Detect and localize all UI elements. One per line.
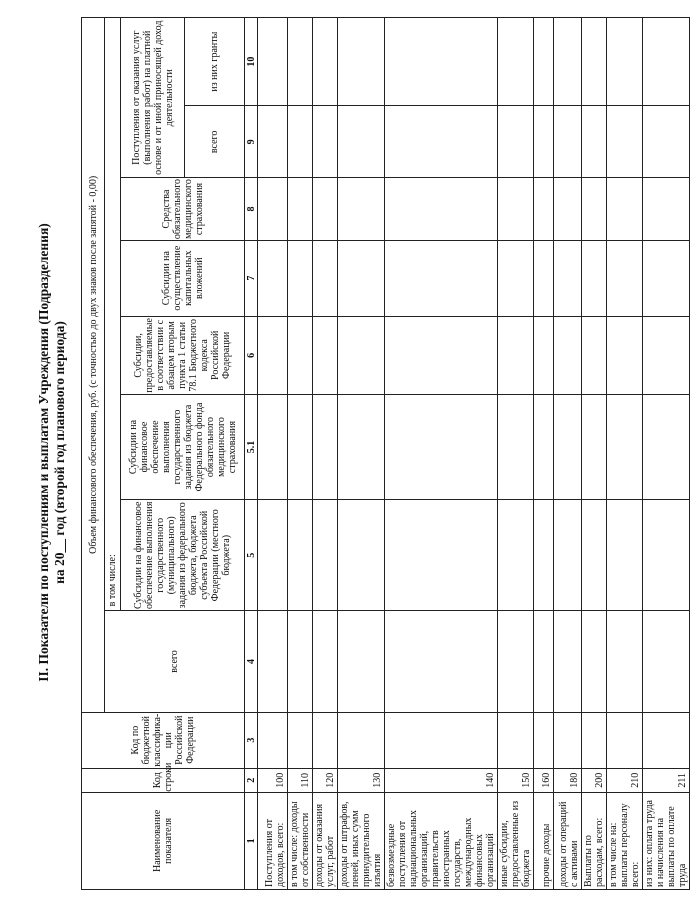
data-cell[interactable]	[607, 500, 643, 611]
row-name: иные субсидии, предоставленные из бюджета	[498, 792, 534, 889]
data-cell[interactable]	[582, 178, 607, 240]
data-cell[interactable]	[534, 240, 554, 316]
data-cell[interactable]	[258, 611, 288, 712]
data-cell[interactable]	[554, 106, 582, 178]
row-name: доходы от операций с активами	[554, 792, 582, 889]
data-cell[interactable]	[258, 240, 288, 316]
data-cell[interactable]	[554, 611, 582, 712]
row-code: 150	[498, 768, 534, 792]
header-volume: Объем финансового обеспечения, руб. (с точностью до двух знаков после запятой - 0,00)	[82, 18, 105, 713]
table-row	[498, 18, 534, 890]
data-cell[interactable]	[338, 18, 385, 106]
data-cell[interactable]	[288, 316, 313, 394]
column-number: 10	[245, 18, 258, 106]
data-cell[interactable]	[582, 106, 607, 178]
table-row	[385, 18, 498, 890]
header-subsidy-fss: Субсидии на финансовое обеспечение выполнения государственного задания из бюджета Федерального фонда обязательного медицинского страхования	[121, 394, 245, 499]
header-budget-code: Код по бюджетной классифика-ции Российской Федерации	[82, 712, 245, 768]
data-cell[interactable]	[582, 500, 607, 611]
row-code: 200	[582, 768, 607, 792]
data-cell[interactable]	[554, 178, 582, 240]
data-cell[interactable]	[258, 712, 288, 768]
data-cell[interactable]	[288, 240, 313, 316]
data-cell[interactable]	[258, 394, 288, 499]
data-cell[interactable]	[338, 394, 385, 499]
data-cell[interactable]	[385, 611, 498, 712]
table-row	[288, 18, 313, 890]
table-row	[313, 18, 338, 890]
data-cell[interactable]	[385, 316, 498, 394]
data-cell[interactable]	[534, 18, 554, 106]
data-cell[interactable]	[643, 18, 690, 106]
data-cell[interactable]	[607, 18, 643, 106]
data-cell[interactable]	[554, 18, 582, 106]
data-cell[interactable]	[288, 500, 313, 611]
data-cell[interactable]	[554, 500, 582, 611]
data-cell[interactable]	[258, 500, 288, 611]
row-name: в том числе на: выплаты персоналу всего:	[607, 792, 643, 889]
column-number: 1	[245, 792, 258, 889]
header-name: Наименование показателя	[82, 792, 245, 889]
header-line-code: Код строки	[82, 768, 245, 792]
row-name: прочие доходы	[534, 792, 554, 889]
column-number-row	[245, 18, 258, 890]
data-cell[interactable]	[643, 394, 690, 499]
data-cell[interactable]	[313, 106, 338, 178]
row-name: в том числе: доходы от собственности	[288, 792, 313, 889]
data-cell[interactable]	[534, 106, 554, 178]
data-cell[interactable]	[643, 106, 690, 178]
row-name: доходы от оказания услуг, работ	[313, 792, 338, 889]
data-cell[interactable]	[498, 712, 534, 768]
header-total: всего	[105, 611, 245, 712]
row-code: 100	[258, 768, 288, 792]
data-cell[interactable]	[498, 316, 534, 394]
table-row	[554, 18, 582, 890]
column-number: 7	[245, 240, 258, 316]
data-cell[interactable]	[607, 316, 643, 394]
row-code: 140	[385, 768, 498, 792]
row-code: 120	[313, 768, 338, 792]
column-number: 2	[245, 768, 258, 792]
data-cell[interactable]	[258, 316, 288, 394]
data-cell[interactable]	[385, 712, 498, 768]
data-cell[interactable]	[643, 611, 690, 712]
data-cell[interactable]	[582, 240, 607, 316]
data-cell[interactable]	[534, 500, 554, 611]
indicators-table	[81, 17, 690, 890]
row-code: 211	[643, 768, 690, 792]
header-paid-total: всего	[185, 106, 245, 178]
data-cell[interactable]	[554, 394, 582, 499]
row-code: 180	[554, 768, 582, 792]
header-including: в том числе:	[105, 18, 121, 611]
data-cell[interactable]	[338, 316, 385, 394]
data-cell[interactable]	[288, 18, 313, 106]
header-subsidy-capital: Субсидии на осуществление капитальных вложений	[121, 240, 245, 316]
data-cell[interactable]	[385, 500, 498, 611]
data-cell[interactable]	[643, 316, 690, 394]
data-cell[interactable]	[385, 106, 498, 178]
data-cell[interactable]	[498, 394, 534, 499]
column-number: 5	[245, 500, 258, 611]
column-number: 8	[245, 178, 258, 240]
data-cell[interactable]	[582, 316, 607, 394]
row-code: 160	[534, 768, 554, 792]
data-cell[interactable]	[258, 18, 288, 106]
data-cell[interactable]	[338, 611, 385, 712]
data-cell[interactable]	[498, 611, 534, 712]
data-cell[interactable]	[288, 394, 313, 499]
data-cell[interactable]	[607, 394, 643, 499]
data-cell[interactable]	[534, 611, 554, 712]
data-cell[interactable]	[385, 394, 498, 499]
data-cell[interactable]	[385, 18, 498, 106]
data-cell[interactable]	[498, 18, 534, 106]
data-cell[interactable]	[582, 712, 607, 768]
data-cell[interactable]	[554, 712, 582, 768]
data-cell[interactable]	[554, 240, 582, 316]
header-oms: Средства обязательного медицинского страхования	[121, 178, 245, 240]
form-subtitle: на 20__ год (второй год планового периода)	[52, 321, 67, 584]
data-cell[interactable]	[313, 178, 338, 240]
header-subsidy-78: Субсидии, предоставляемые в соответствии с абзацем вторым пункта 1 статьи 78.1 Бюджетного кодекса Российской Федерации	[121, 316, 245, 394]
data-cell[interactable]	[385, 178, 498, 240]
row-code: 130	[338, 768, 385, 792]
data-cell[interactable]	[643, 240, 690, 316]
column-number: 4	[245, 611, 258, 712]
table-row	[643, 18, 690, 890]
data-cell[interactable]	[582, 611, 607, 712]
column-number: 5.1	[245, 394, 258, 499]
data-cell[interactable]	[607, 611, 643, 712]
table-row	[534, 18, 554, 890]
data-cell[interactable]	[288, 712, 313, 768]
data-cell[interactable]	[313, 712, 338, 768]
data-cell[interactable]	[582, 18, 607, 106]
row-name: Поступления от доходов, всего:	[258, 792, 288, 889]
table-row	[582, 18, 607, 890]
row-name: безвозмездные поступления от наднациональных организаций, правительств иностранных государств, международных финансовых организаций	[385, 792, 498, 889]
data-cell[interactable]	[258, 178, 288, 240]
data-cell[interactable]	[643, 178, 690, 240]
data-cell[interactable]	[338, 500, 385, 611]
data-cell[interactable]	[313, 394, 338, 499]
data-cell[interactable]	[643, 500, 690, 611]
data-cell[interactable]	[607, 240, 643, 316]
data-cell[interactable]	[338, 240, 385, 316]
data-cell[interactable]	[313, 18, 338, 106]
header-grants: из них гранты	[185, 18, 245, 106]
data-cell[interactable]	[534, 394, 554, 499]
row-code: 110	[288, 768, 313, 792]
row-name: Выплаты по расходам, всего:	[582, 792, 607, 889]
data-cell[interactable]	[582, 394, 607, 499]
table-row	[258, 18, 288, 890]
data-cell[interactable]	[338, 106, 385, 178]
data-cell[interactable]	[607, 106, 643, 178]
data-cell[interactable]	[338, 178, 385, 240]
row-name: из них: оплата труда и начисления на выплаты по оплате труда	[643, 792, 690, 889]
data-cell[interactable]	[534, 712, 554, 768]
form-title: II. Показатели по поступлениям и выплатам Учреждения (Подразделения)	[36, 223, 51, 682]
data-cell[interactable]	[313, 316, 338, 394]
data-cell[interactable]	[288, 106, 313, 178]
data-cell[interactable]	[313, 500, 338, 611]
data-cell[interactable]	[338, 712, 385, 768]
data-cell[interactable]	[313, 611, 338, 712]
row-code: 210	[607, 768, 643, 792]
table-row	[607, 18, 643, 890]
data-cell[interactable]	[643, 712, 690, 768]
data-cell[interactable]	[534, 178, 554, 240]
column-number: 6	[245, 316, 258, 394]
row-name: доходы от штрафов, пеней, иных сумм принудительного изъятия	[338, 792, 385, 889]
data-cell[interactable]	[498, 106, 534, 178]
data-cell[interactable]	[607, 712, 643, 768]
column-number: 9	[245, 106, 258, 178]
data-cell[interactable]	[498, 240, 534, 316]
header-paid-services: Поступления от оказания услуг (выполнения работ) на платной основе и от иной приносящей доход деятельности	[121, 18, 185, 178]
data-cell[interactable]	[534, 316, 554, 394]
column-number: 3	[245, 712, 258, 768]
data-cell[interactable]	[258, 106, 288, 178]
table-row	[338, 18, 385, 890]
data-cell[interactable]	[288, 611, 313, 712]
data-cell[interactable]	[607, 178, 643, 240]
header-subsidy-state-task: Субсидии на финансовое обеспечение выполнения государственного (муниципального) задания из федерального бюджета, бюджета субъекта Российской Федерации (местного бюджета)	[121, 500, 245, 611]
data-cell[interactable]	[385, 240, 498, 316]
data-cell[interactable]	[313, 240, 338, 316]
data-cell[interactable]	[554, 316, 582, 394]
data-cell[interactable]	[288, 178, 313, 240]
data-cell[interactable]	[498, 500, 534, 611]
data-cell[interactable]	[498, 178, 534, 240]
